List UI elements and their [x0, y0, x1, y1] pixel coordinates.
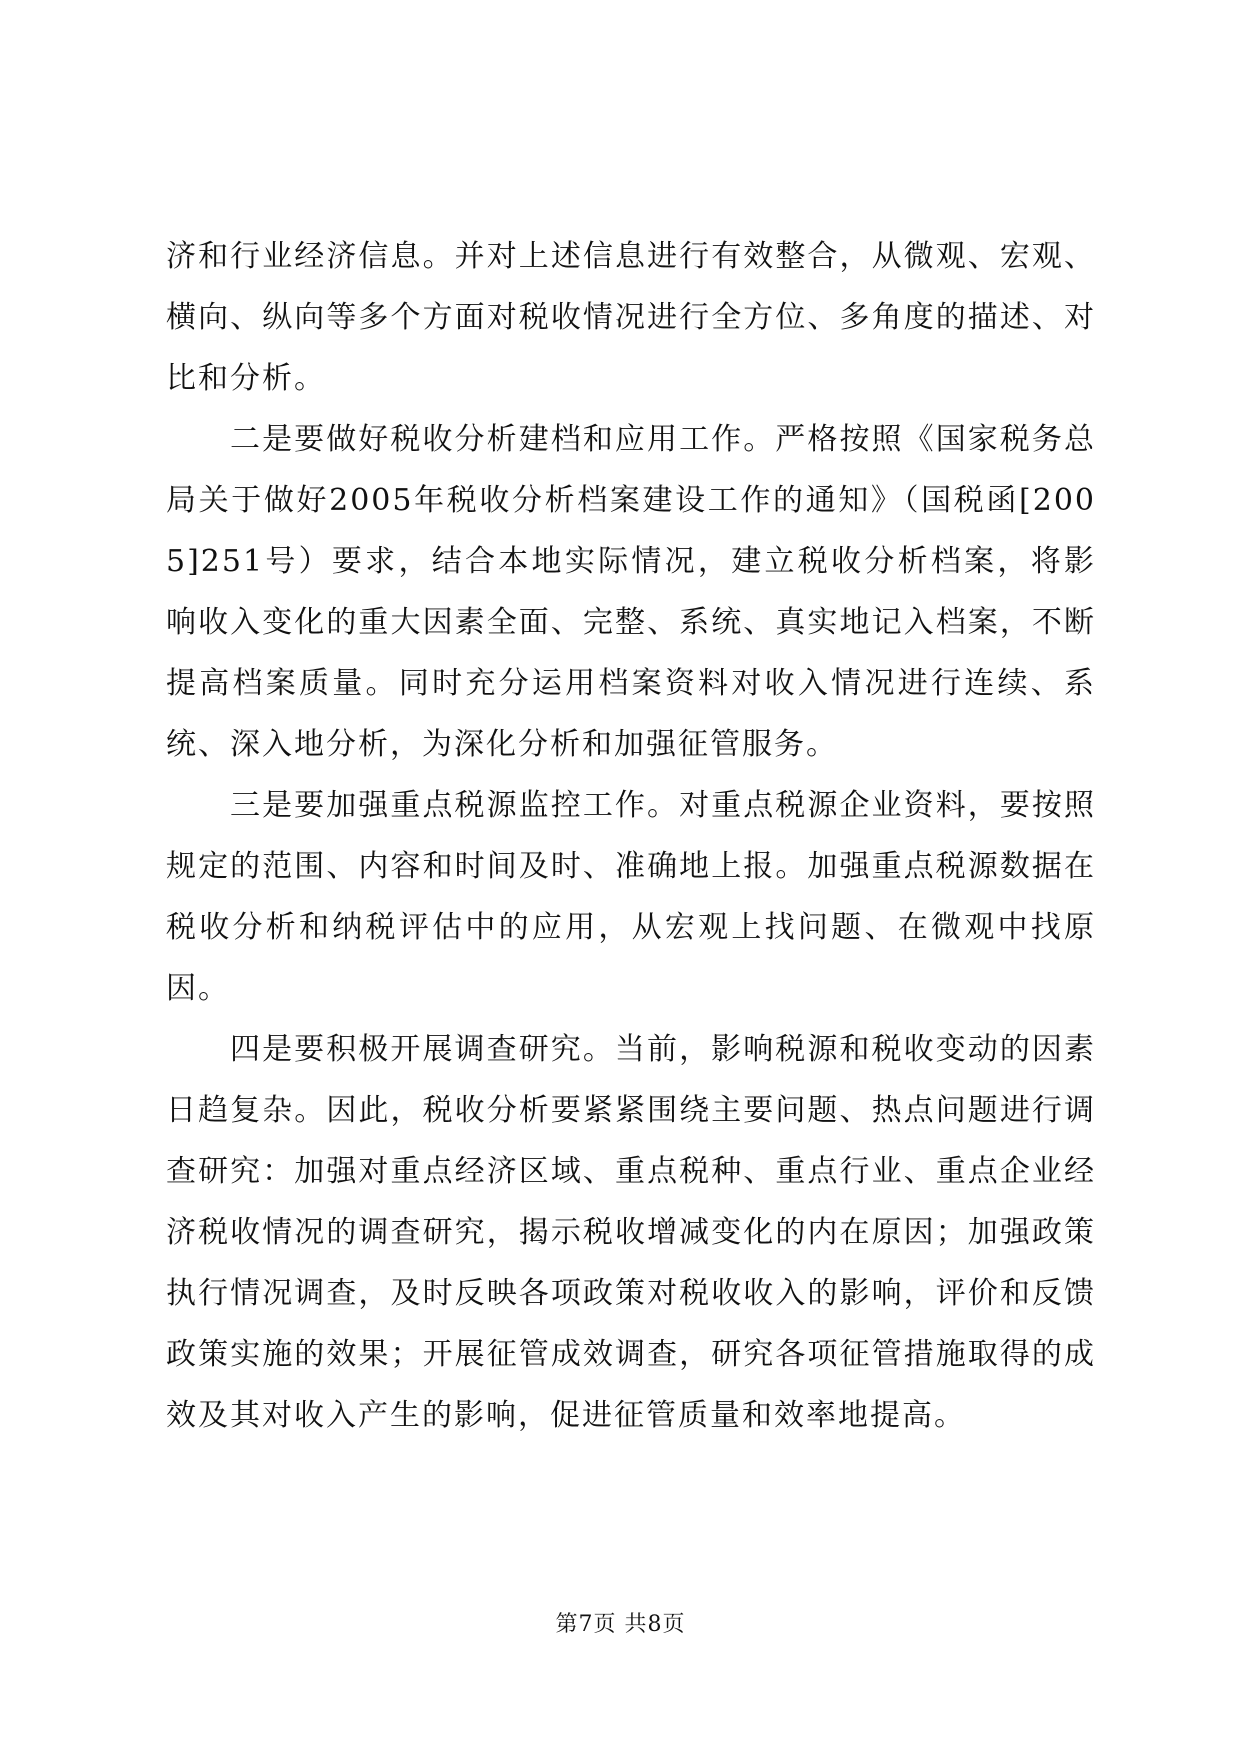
paragraph-continuation: 济和行业经济信息。并对上述信息进行有效整合，从微观、宏观、横向、纵向等多个方面对税收情况进行全方位、多角度的描述、对比和分析。 — [166, 239, 1096, 396]
paragraph-investigation-research: 四是要积极开展调查研究。当前，影响税源和税收变动的因素日趋复杂。因此，税收分析要紧紧围绕主要问题、热点问题进行调查研究：加强对重点经济区域、重点税种、重点行业、重点企业经济税收情况的调查研究，揭示税收增减变化的内在原因；加强政策执行情况调查，及时反映各项政策对税收收入的影响，评价和反馈政策实施的效果；开展征管成效调查，研究各项征管措施取得的成效及其对收入产生的影响，促进征管质量和效率地提高。 — [166, 1032, 1096, 1433]
paragraph-archive-work: 二是要做好税收分析建档和应用工作。严格按照《国家税务总局关于做好2005年税收分析档案建设工作的通知》（国税函[2005]251号）要求，结合本地实际情况，建立税收分析档案，将影响收入变化的重大因素全面、完整、系统、真实地记入档案，不断提高档案质量。同时充分运用档案资料对收入情况进行连续、系统、深入地分析，为深化分析和加强征管服务。 — [166, 422, 1096, 762]
page-footer: 第7页 共8页 — [555, 1612, 686, 1637]
paragraph-key-tax-sources: 三是要加强重点税源监控工作。对重点税源企业资料，要按照规定的范围、内容和时间及时、准确地上报。加强重点税源数据在税收分析和纳税评估中的应用，从宏观上找问题、在微观中找原因。 — [166, 788, 1096, 1006]
body-text — [166, 226, 1096, 1446]
